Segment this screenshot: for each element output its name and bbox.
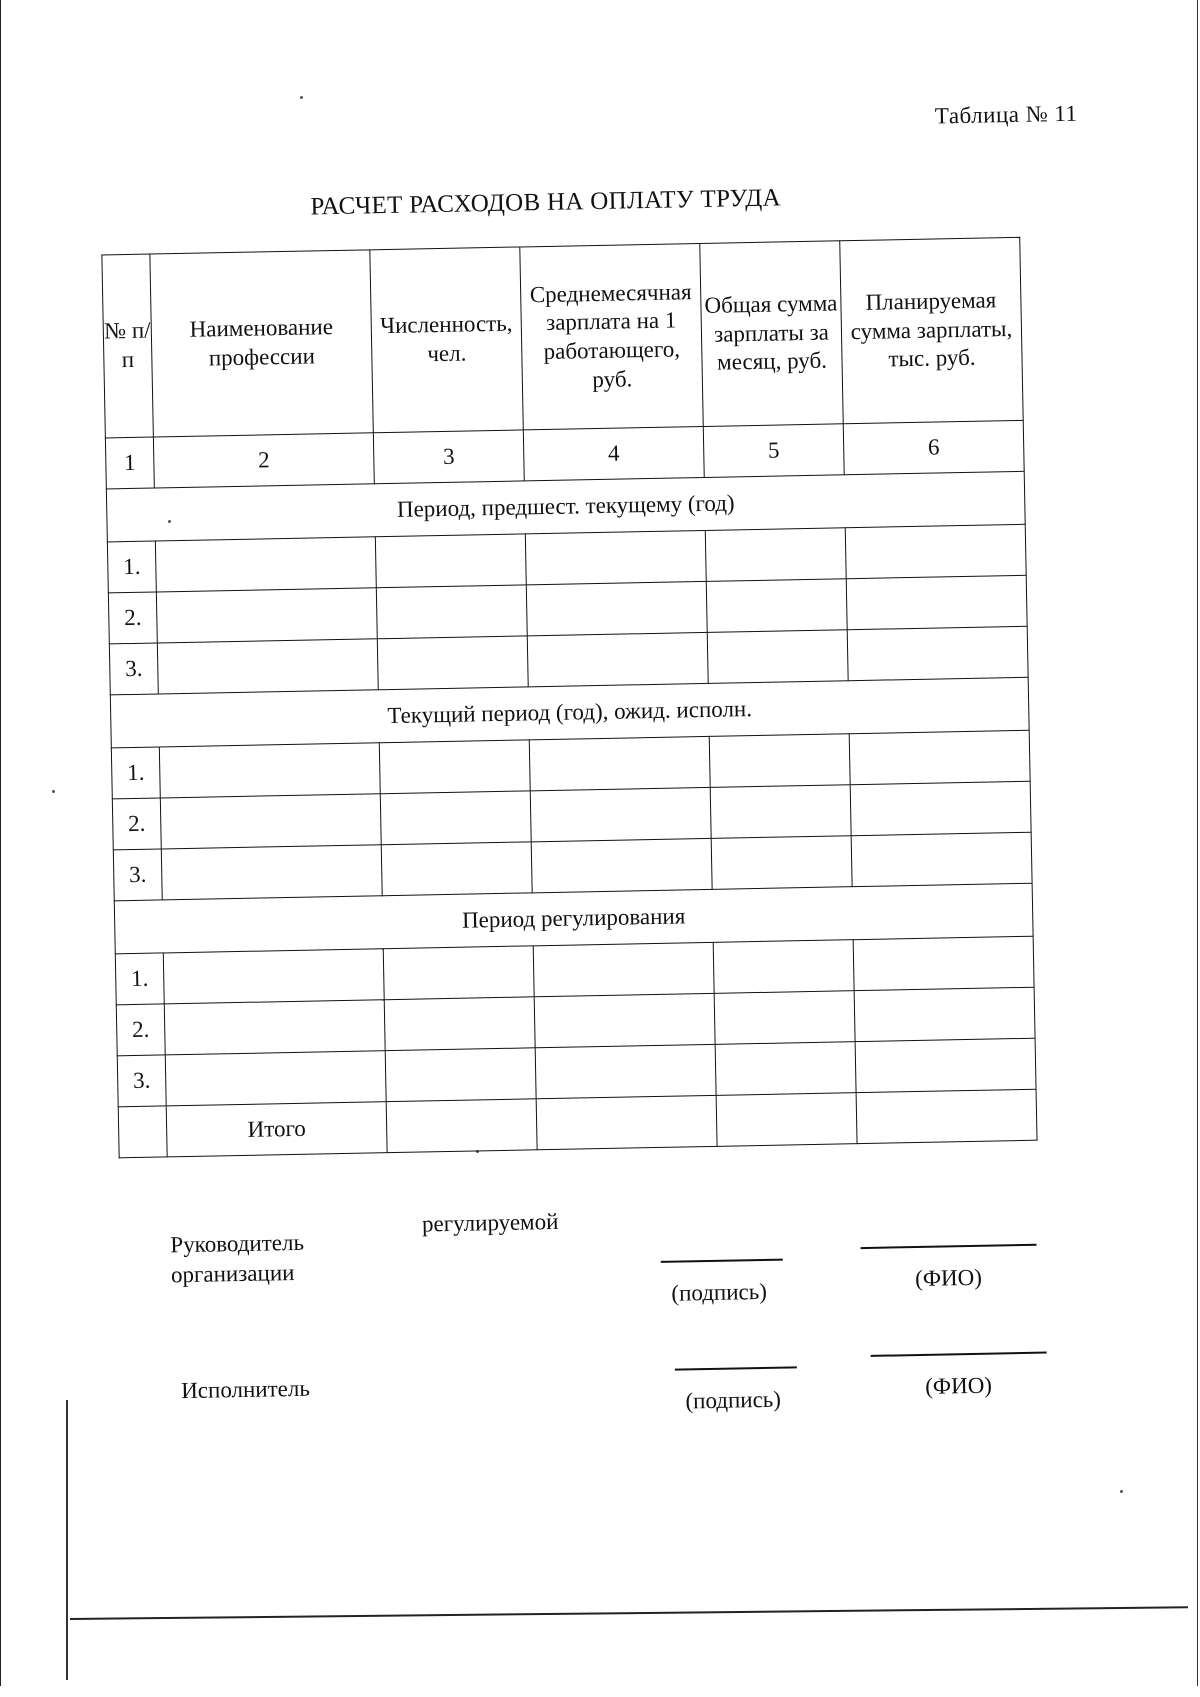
head-label-line2: организации xyxy=(170,1259,295,1288)
planned-total-cell[interactable] xyxy=(851,832,1032,886)
headcount-cell[interactable] xyxy=(384,997,535,1051)
executor-label: Исполнитель xyxy=(180,1375,311,1404)
planned-total-cell[interactable] xyxy=(847,626,1028,680)
planned-total-cell[interactable] xyxy=(854,987,1035,1041)
avg-salary-cell[interactable] xyxy=(533,942,714,996)
total-number-cell xyxy=(118,1106,167,1158)
avg-salary-cell[interactable] xyxy=(525,530,706,584)
section-title: Период, предшест. текущему (год) xyxy=(106,471,1025,542)
profession-cell[interactable] xyxy=(165,1051,386,1106)
executor-name-caption: (ФИО) xyxy=(924,1372,993,1399)
total-avg-salary-cell[interactable] xyxy=(536,1095,717,1149)
column-number: 4 xyxy=(523,426,704,480)
monthly-total-cell[interactable] xyxy=(706,579,847,633)
headcount-cell[interactable] xyxy=(377,636,528,690)
total-planned-cell[interactable] xyxy=(856,1089,1037,1143)
profession-cell[interactable] xyxy=(164,1000,385,1055)
headcount-cell[interactable] xyxy=(383,946,534,1000)
document-title: РАСЧЕТ РАСХОДОВ НА ОПЛАТУ ТРУДА xyxy=(310,184,782,221)
avg-salary-cell[interactable] xyxy=(527,632,708,686)
section-title: Текущий период (год), ожид. исполн. xyxy=(110,677,1029,748)
column-number: 5 xyxy=(703,424,844,478)
column-header: № п/п xyxy=(102,254,154,438)
row-number: 2. xyxy=(108,592,157,644)
planned-total-cell[interactable] xyxy=(855,1038,1036,1092)
avg-salary-cell[interactable] xyxy=(531,838,712,892)
head-name-line[interactable] xyxy=(861,1244,1037,1249)
head-label-extra: регулируемой xyxy=(421,1208,559,1237)
row-number: 1. xyxy=(107,541,156,593)
column-header: Наименование профессии xyxy=(150,250,373,437)
head-label-line1: Руководитель xyxy=(170,1229,305,1258)
monthly-total-cell[interactable] xyxy=(715,1042,856,1096)
table-number: Таблица № 11 xyxy=(934,100,1078,129)
executor-name-line[interactable] xyxy=(871,1352,1047,1357)
planned-total-cell[interactable] xyxy=(849,730,1030,784)
column-header: Общая сумма зарплаты за месяц, руб. xyxy=(700,241,843,427)
head-name-caption: (ФИО) xyxy=(914,1264,983,1292)
headcount-cell[interactable] xyxy=(379,740,530,794)
monthly-total-cell[interactable] xyxy=(705,528,846,582)
profession-cell[interactable] xyxy=(160,794,381,849)
avg-salary-cell[interactable] xyxy=(530,787,711,841)
executor-signature-line[interactable] xyxy=(675,1366,797,1370)
profession-cell[interactable] xyxy=(155,537,376,592)
planned-total-cell[interactable] xyxy=(845,524,1026,578)
column-header: Среднемесячная зарплата на 1 работающего, руб. xyxy=(520,244,703,430)
avg-salary-cell[interactable] xyxy=(529,736,710,790)
row-number: 2. xyxy=(112,798,161,850)
header-row xyxy=(102,237,1023,438)
row-number: 2. xyxy=(116,1004,165,1056)
monthly-total-cell[interactable] xyxy=(707,630,848,684)
row-number: 3. xyxy=(117,1055,166,1107)
monthly-total-cell[interactable] xyxy=(711,836,852,890)
planned-total-cell[interactable] xyxy=(853,936,1034,990)
profession-cell[interactable] xyxy=(156,588,377,643)
column-header: Численность, чел. xyxy=(370,247,523,433)
head-signature-line[interactable] xyxy=(661,1259,783,1263)
total-monthly-cell[interactable] xyxy=(716,1093,857,1147)
avg-salary-cell[interactable] xyxy=(535,1044,716,1098)
avg-salary-cell[interactable] xyxy=(526,581,707,635)
section-title: Период регулирования xyxy=(114,883,1033,954)
monthly-total-cell[interactable] xyxy=(709,734,850,788)
column-number: 1 xyxy=(105,437,154,489)
headcount-cell[interactable] xyxy=(376,585,527,639)
profession-cell[interactable] xyxy=(161,845,382,900)
executor-signature-caption: (подпись) xyxy=(685,1386,782,1414)
profession-cell[interactable] xyxy=(163,949,384,1004)
avg-salary-cell[interactable] xyxy=(534,993,715,1047)
column-number: 2 xyxy=(153,433,374,488)
headcount-cell[interactable] xyxy=(381,842,532,896)
wage-table xyxy=(101,237,1037,1158)
row-number: 1. xyxy=(111,747,160,799)
monthly-total-cell[interactable] xyxy=(710,785,851,839)
column-header: Планируемая сумма зарплаты, тыс. руб. xyxy=(840,237,1023,423)
total-headcount-cell[interactable] xyxy=(386,1099,537,1153)
total-label: Итого xyxy=(166,1102,387,1157)
column-number: 6 xyxy=(843,420,1024,474)
profession-cell[interactable] xyxy=(159,743,380,798)
column-number: 3 xyxy=(373,430,524,484)
head-signature-caption: (подпись) xyxy=(671,1278,768,1306)
planned-total-cell[interactable] xyxy=(850,781,1031,835)
profession-cell[interactable] xyxy=(157,639,378,694)
headcount-cell[interactable] xyxy=(375,534,526,588)
planned-total-cell[interactable] xyxy=(846,575,1027,629)
headcount-cell[interactable] xyxy=(380,791,531,845)
row-number: 3. xyxy=(113,849,162,901)
row-number: 1. xyxy=(115,953,164,1005)
row-number: 3. xyxy=(109,643,158,695)
head-of-organization-label xyxy=(170,1228,305,1290)
headcount-cell[interactable] xyxy=(385,1048,536,1102)
monthly-total-cell[interactable] xyxy=(713,940,854,994)
monthly-total-cell[interactable] xyxy=(714,991,855,1045)
